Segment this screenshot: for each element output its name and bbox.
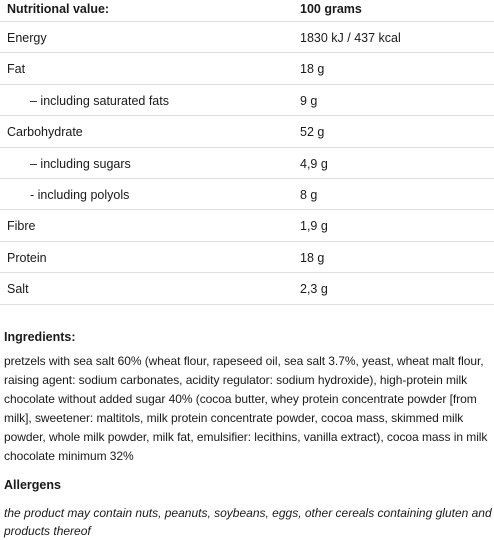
table-row: [0, 242, 494, 273]
allergens-title: Allergens: [4, 478, 61, 492]
nutrient-value: 9 g: [300, 93, 318, 108]
nutrient-label: Fat: [7, 62, 26, 77]
nutrient-value: 2,3 g: [300, 282, 328, 297]
nutrient-label: Protein: [7, 250, 47, 265]
nutrient-value: 1,9 g: [300, 219, 328, 234]
nutrient-value: 8 g: [300, 187, 318, 202]
nutrition-header-value: 100 grams: [300, 2, 362, 16]
nutrient-value: 18 g: [300, 62, 325, 77]
nutrient-label: Salt: [7, 282, 29, 297]
table-row: [0, 22, 494, 53]
table-row: [0, 116, 494, 147]
table-row: [0, 273, 494, 304]
nutrient-value: 18 g: [300, 250, 325, 265]
nutrient-label: Fibre: [7, 219, 36, 234]
table-row: [0, 210, 494, 241]
allergens-section: [4, 479, 492, 540]
allergens-text: the product may contain nuts, peanuts, soybeans, eggs, other cereals containing gluten and products thereof: [4, 505, 492, 538]
nutrient-value: 52 g: [300, 125, 325, 140]
nutrient-label: – including sugars: [30, 156, 131, 171]
nutrition-header-label: Nutritional value:: [7, 2, 110, 16]
nutrient-value: 1830 kJ / 437 kcal: [300, 31, 401, 45]
table-row: [0, 148, 494, 179]
table-row: [0, 179, 494, 210]
nutrient-value: 4,9 g: [300, 156, 328, 171]
nutrient-label: Carbohydrate: [7, 125, 83, 140]
nutrient-label: – including saturated fats: [30, 93, 169, 108]
nutrient-label: - including polyols: [30, 187, 130, 202]
table-row: [0, 53, 494, 84]
ingredients-text: pretzels with sea salt 60% (wheat flour, rapeseed oil, sea salt 3.7%, yeast, wheat malt flour, raising agent: sodium carbonates, acidity regulator: sodium hydroxide), high-protein milk chocolate without added sugar 40% (cocoa butter, whey protein concentrate powder [from milk], sweetener: maltitols, milk protein concentrate powder, cocoa mass, skimmed milk powder, whole milk powder, milk fat, emulsifier: lecithins, vanilla extract), cocoa mass in milk chocolate minimum 32%: [4, 353, 488, 463]
nutrition-header-row: [0, 0, 494, 22]
ingredients-title: Ingredients:: [4, 330, 76, 344]
ingredients-section: [4, 331, 492, 466]
table-row: [0, 85, 494, 116]
nutrient-label: Energy: [7, 31, 47, 45]
